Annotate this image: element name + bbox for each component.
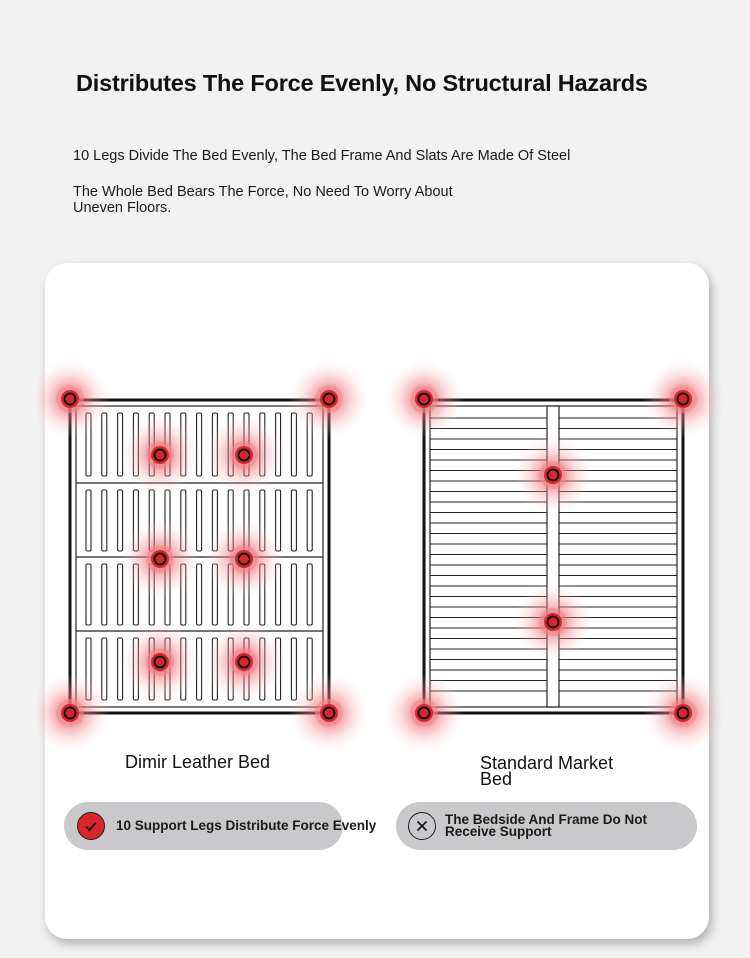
left-status-text: 10 Support Legs Distribute Force Evenly — [116, 818, 377, 833]
page-title: Distributes The Force Evenly, No Structural Hazards — [76, 70, 648, 96]
cross-icon — [408, 812, 436, 840]
right-status-text: The Bedside And Frame Do Not Receive Support — [445, 812, 648, 839]
right-bed-name: Standard Market Bed — [480, 753, 614, 789]
left-status-pill — [64, 802, 377, 850]
description-line-1: 10 Legs Divide The Bed Evenly, The Bed Frame And Slats Are Made Of Steel — [73, 148, 571, 164]
right-status-pill — [396, 802, 697, 850]
check-icon — [77, 812, 105, 840]
description-line-2: The Whole Bed Bears The Force, No Need To Worry About Uneven Floors. — [73, 184, 453, 216]
left-bed-name: Dimir Leather Bed — [125, 752, 271, 772]
